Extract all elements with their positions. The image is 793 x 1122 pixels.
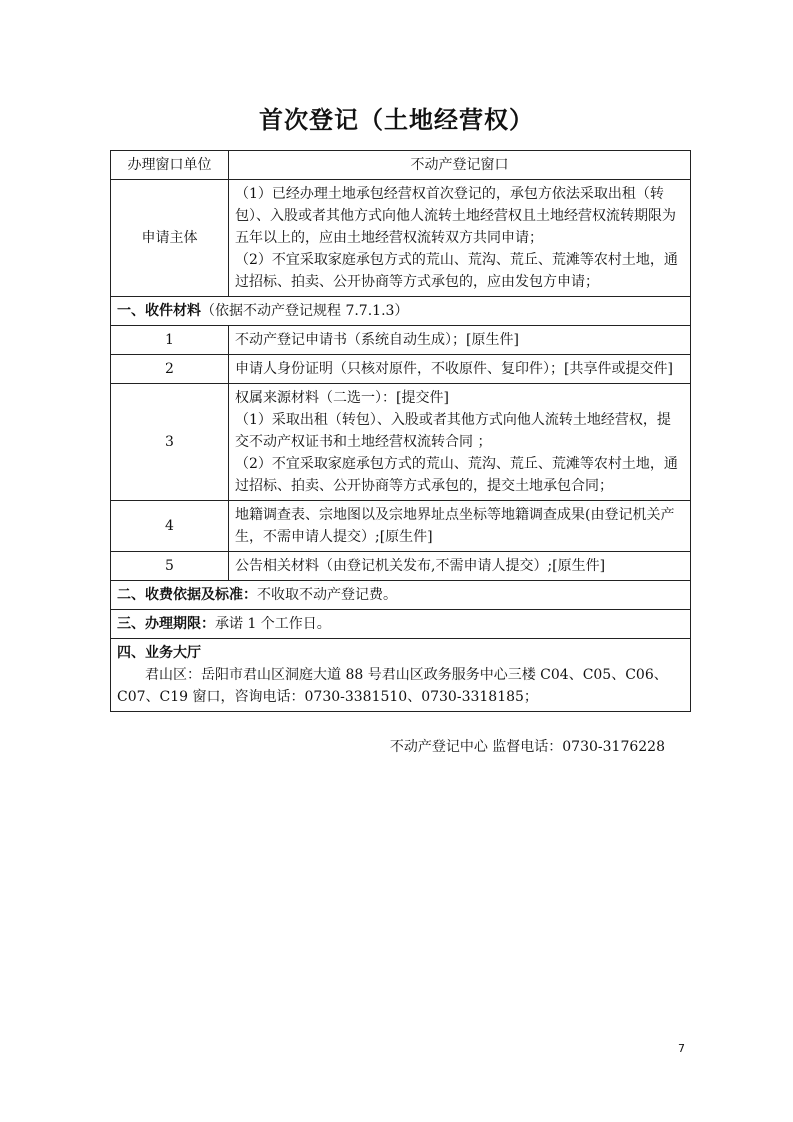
material-text [229, 326, 691, 355]
material-number: 1 [111, 326, 229, 355]
material-line: （1）采取出租（转包）、入股或者其他方式向他人流转土地经营权，提交不动产权证书和土地经营权流转合同 ； [235, 412, 671, 450]
material-row [111, 326, 691, 355]
applicant-label: 申请主体 [111, 180, 229, 297]
material-line: 申请人身份证明（只核对原件，不收原件、复印件）；[共享件或提交件] [235, 361, 673, 377]
material-number: 2 [111, 355, 229, 384]
section3-cell [111, 610, 691, 639]
window-unit-value: 不动产登记窗口 [229, 151, 691, 180]
section1-cell [111, 297, 691, 326]
section3-heading: 三、办理期限： [117, 616, 215, 632]
material-number: 5 [111, 552, 229, 581]
section3-text: 承诺 1 个工作日。 [215, 616, 331, 632]
material-line: 权属来源材料（二选一）：[提交件] [235, 390, 449, 406]
material-row [111, 501, 691, 552]
material-line: 地籍调查表、宗地图以及宗地界址点坐标等地籍调查成果(由登记机关产生，不需申请人提交）;[原生件] [235, 507, 675, 545]
section4-heading: 四、业务大厅 [117, 645, 201, 661]
section4-cell [111, 639, 691, 712]
section4-text: 君山区：岳阳市君山区洞庭大道 88 号君山区政务服务中心三楼 C04、C05、C06、C07、C19 窗口，咨询电话：0730-3381510、0730-3318185； [117, 667, 668, 705]
material-row [111, 355, 691, 384]
material-line: （2）不宜采取家庭承包方式的荒山、荒沟、荒丘、荒滩等农村土地，通过招标、拍卖、公开协商等方式承包的，提交土地承包合同； [235, 456, 678, 494]
section2-row [111, 581, 691, 610]
section4-row [111, 639, 691, 712]
material-line: 公告相关材料（由登记机关发布,不需申请人提交）;[原生件] [235, 558, 606, 574]
section3-row [111, 610, 691, 639]
window-unit-row [111, 151, 691, 180]
material-row [111, 552, 691, 581]
applicant-line-1: （1）已经办理土地承包经营权首次登记的，承包方依法采取出租（转包）、入股或者其他方式向他人流转土地经营权且土地经营权流转期限为五年以上的，应由土地经营权流转双方共同申请； [235, 186, 676, 246]
material-text [229, 355, 691, 384]
material-text [229, 384, 691, 501]
page-number: 7 [678, 1042, 685, 1055]
applicant-row [111, 180, 691, 297]
material-text [229, 501, 691, 552]
applicant-content [229, 180, 691, 297]
procedure-table [110, 150, 691, 712]
footer-contact: 不动产登记中心 监督电话：0730-3176228 [389, 739, 665, 755]
page-title: 首次登记（土地经营权） [259, 106, 534, 134]
material-number: 4 [111, 501, 229, 552]
material-line: 不动产登记申请书（系统自动生成）；[原生件] [235, 332, 519, 348]
applicant-line-2: （2）不宜采取家庭承包方式的荒山、荒沟、荒丘、荒滩等农村土地，通过招标、拍卖、公开协商等方式承包的，应由发包方申请； [235, 252, 678, 290]
material-number: 3 [111, 384, 229, 501]
section1-heading: 一、收件材料 [117, 303, 201, 319]
section2-heading: 二、收费依据及标准： [117, 587, 257, 603]
section2-text: 不收取不动产登记费。 [257, 587, 397, 603]
material-text [229, 552, 691, 581]
window-unit-label: 办理窗口单位 [111, 151, 229, 180]
section2-cell [111, 581, 691, 610]
section1-note: （依据不动产登记规程 7.7.1.3） [201, 303, 409, 319]
section1-row [111, 297, 691, 326]
material-row [111, 384, 691, 501]
